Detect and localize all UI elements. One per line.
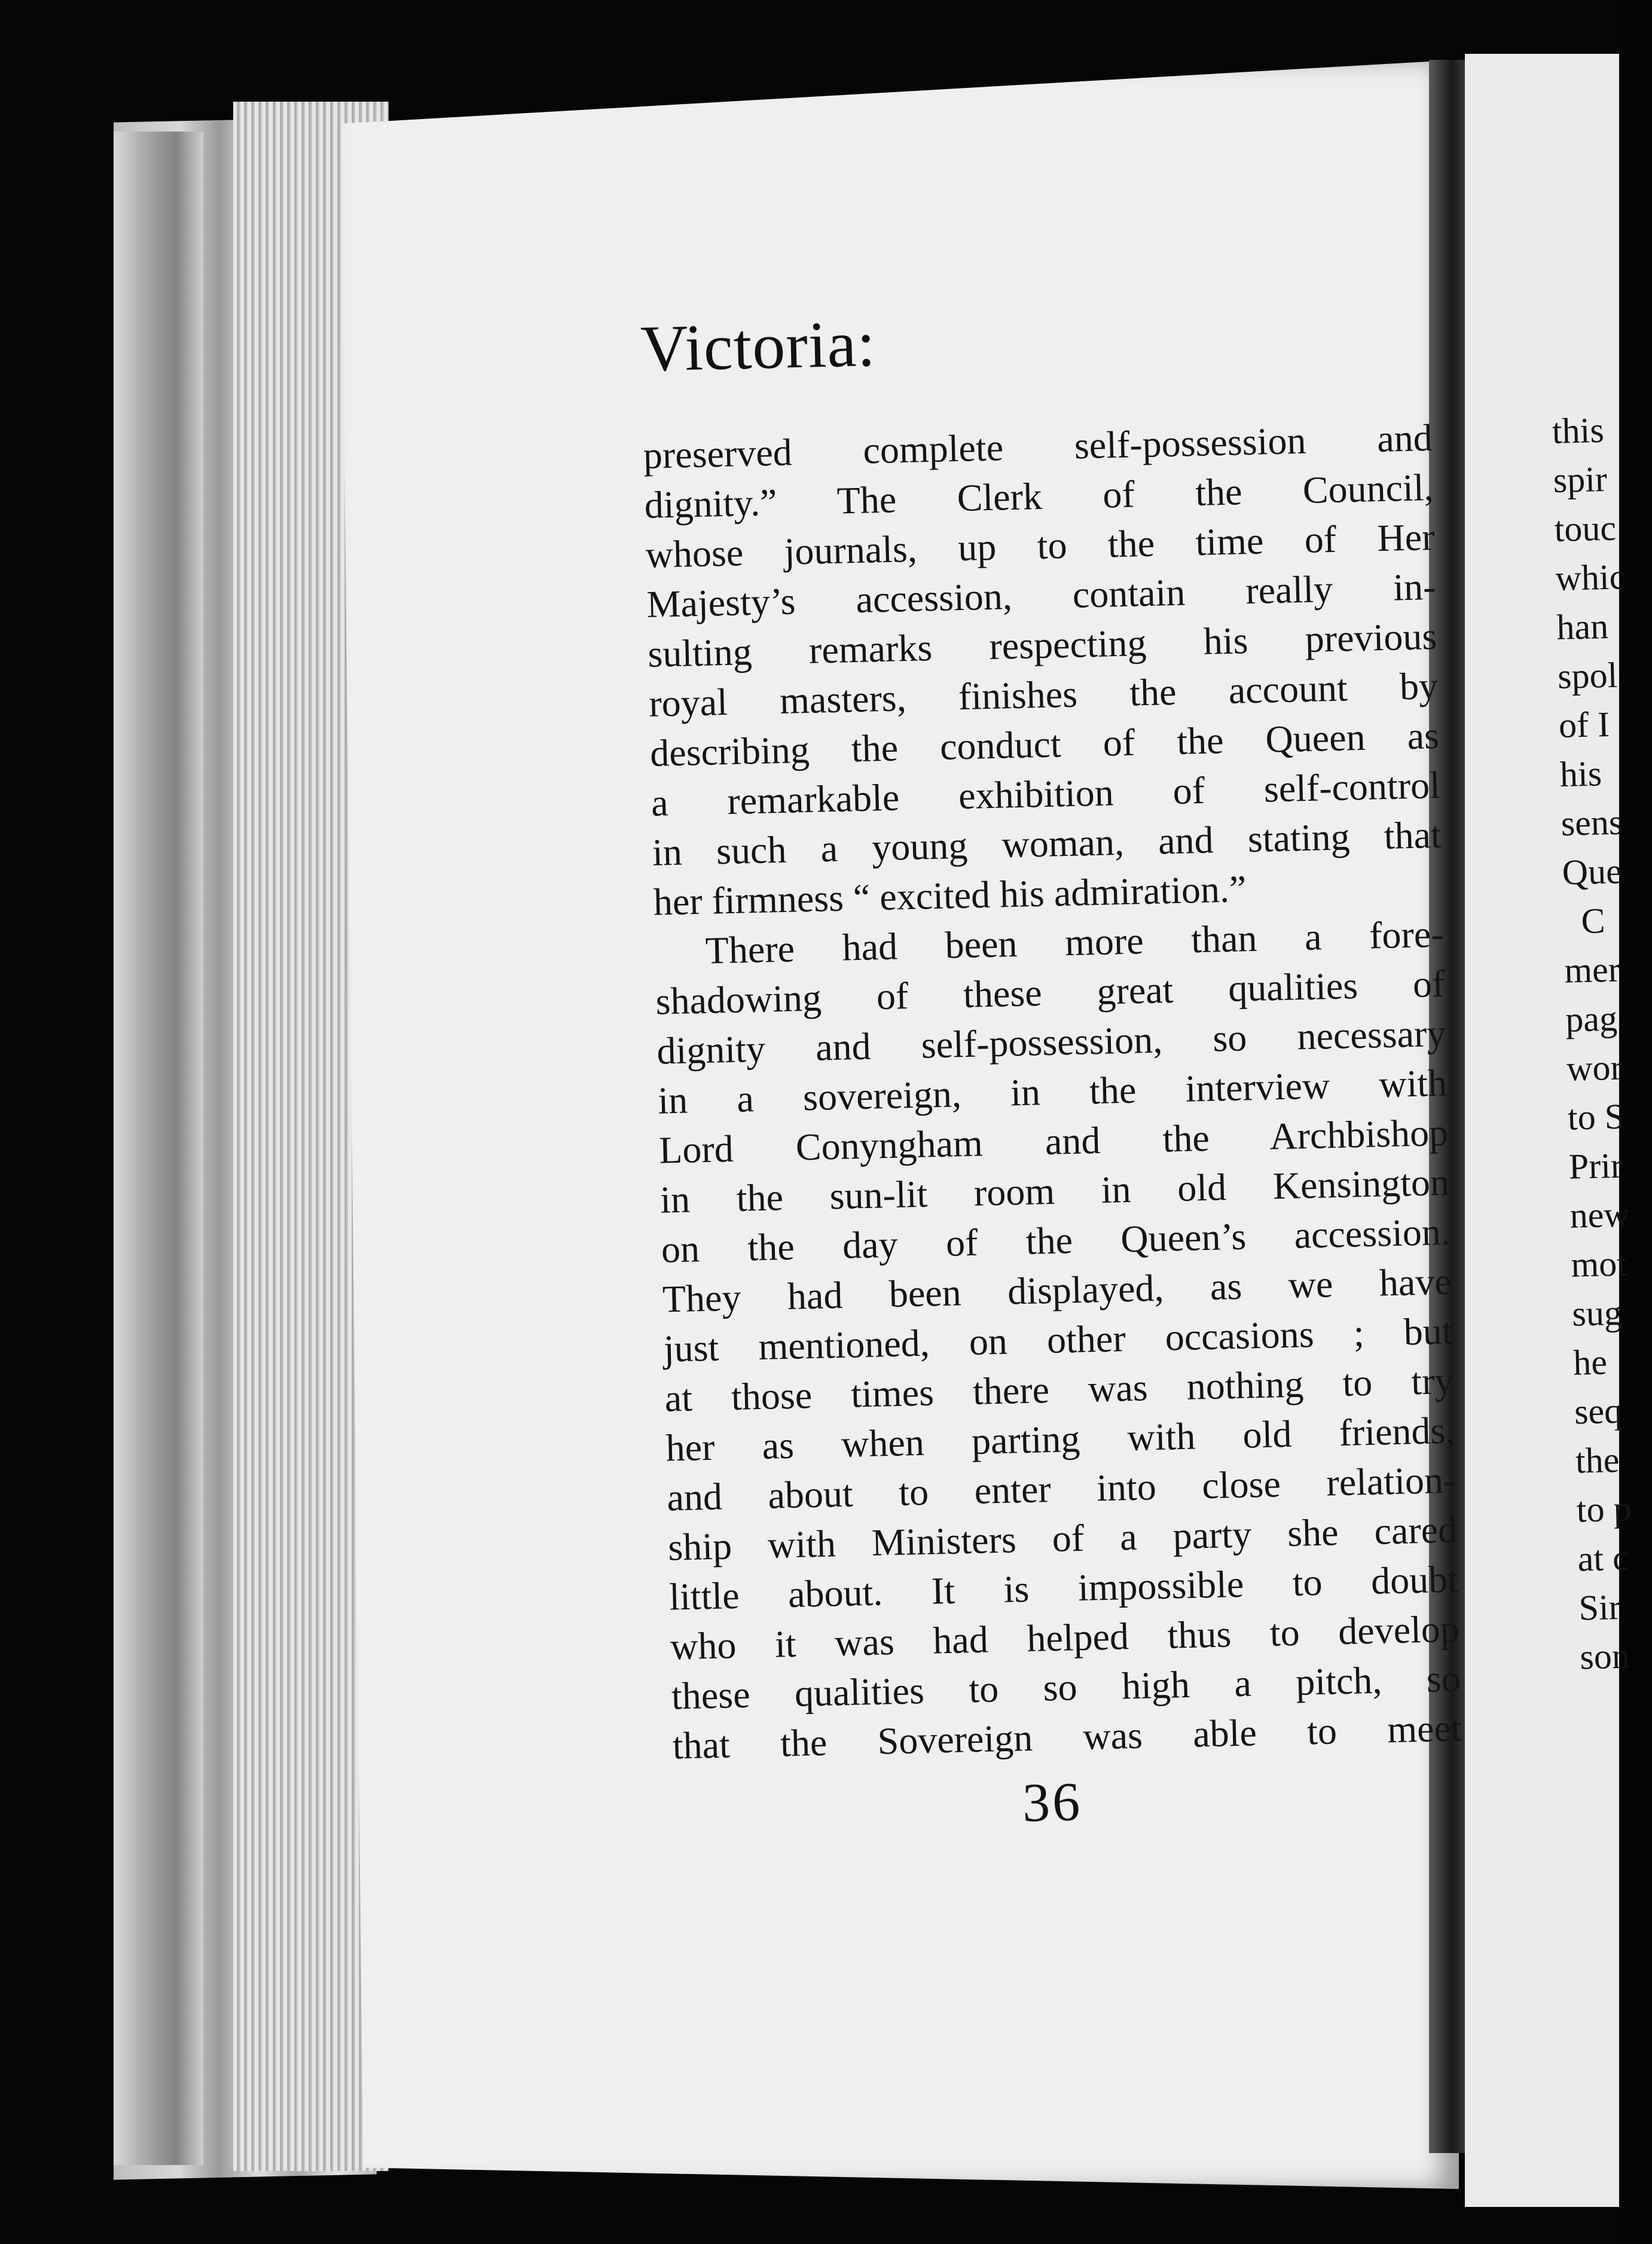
text-line: a remarkable exhibition of self-control: [651, 763, 1441, 824]
text-line: sulting remarks respecting his previous: [647, 614, 1437, 675]
facing-text-line: of I: [1558, 704, 1610, 745]
body-text: [643, 413, 1462, 1770]
text-line: dignity.” The Clerk of the Council,: [644, 466, 1434, 526]
facing-text-line: spol: [1557, 655, 1618, 696]
text-line: dignity and self-possession, so necessary: [656, 1011, 1447, 1072]
facing-text-line: spir: [1553, 459, 1608, 500]
text-line: and about to enter into close relation-: [666, 1458, 1456, 1519]
facing-text-line: sens: [1561, 802, 1623, 843]
facing-text-line: to p: [1576, 1489, 1632, 1530]
text-line: in the sun-lit room in old Kensington: [659, 1160, 1450, 1221]
facing-text-line: to S: [1567, 1096, 1625, 1138]
facing-text-line: new: [1569, 1194, 1630, 1236]
facing-text-line: Que: [1561, 851, 1623, 892]
text-line: There had been more than a fore-: [704, 912, 1445, 972]
facing-text-line: touc: [1553, 508, 1617, 549]
text-line: who it was had helped thus to develop: [670, 1607, 1460, 1668]
text-line: that the Sovereign was able to meet: [672, 1706, 1462, 1767]
text-line: at those times there was nothing to try: [664, 1359, 1455, 1420]
text-line: They had been displayed, as we have: [662, 1260, 1452, 1321]
text-line: preserved complete self-possession and: [643, 416, 1433, 477]
facing-text-line: this: [1552, 410, 1605, 451]
facing-text-line: at c: [1577, 1538, 1629, 1579]
text-line: these qualities to so high a pitch, so: [671, 1657, 1461, 1718]
facing-text-line: seq: [1574, 1391, 1623, 1432]
text-line: her firmness “ excited his admiration.”: [653, 867, 1247, 923]
facing-text-line: his: [1559, 754, 1602, 794]
text-line: Majesty’s accession, contain really in-: [646, 565, 1437, 626]
facing-text-line: mer: [1564, 949, 1621, 990]
running-header: Victoria:: [640, 307, 877, 385]
text-line: whose journals, up to the time of Her: [645, 516, 1436, 576]
facing-text-line: C: [1580, 901, 1606, 941]
text-line: her as when parting with old friends,: [665, 1408, 1456, 1469]
facing-text-line: wor: [1566, 1047, 1623, 1089]
text-line: royal masters, finishes the account by: [648, 664, 1439, 725]
text-line: ship with Ministers of a party she cared: [667, 1508, 1458, 1569]
facing-text-line: he: [1572, 1342, 1608, 1383]
text-line: little about. It is impossible to doubt: [668, 1557, 1459, 1618]
facing-text-line: mot: [1570, 1243, 1627, 1285]
facing-text-line: whic: [1555, 557, 1626, 598]
text-line: in a sovereign, in the interview with: [657, 1061, 1448, 1122]
text-line: just mentioned, on other occasions ; but: [663, 1309, 1453, 1370]
facing-text-line: son: [1579, 1636, 1630, 1677]
page-number: 36: [1021, 1770, 1083, 1834]
facing-text-line: sug: [1571, 1292, 1623, 1334]
text-line: shadowing of these great qualities of: [655, 962, 1446, 1023]
facing-text-line: Prir: [1568, 1145, 1623, 1187]
page-edges-shadow: [114, 132, 203, 2165]
facing-text-line: the: [1575, 1440, 1620, 1481]
text-line: Lord Conyngham and the Archbishop: [658, 1111, 1449, 1172]
facing-text-line: pag: [1565, 998, 1618, 1039]
text-line: on the day of the Queen’s accession.: [661, 1210, 1451, 1271]
text-line: describing the conduct of the Queen as: [649, 714, 1440, 775]
text-line: in such a young woman, and stating that: [652, 813, 1442, 874]
facing-text-line: han: [1556, 606, 1609, 647]
facing-text-line: Sir: [1578, 1587, 1622, 1628]
